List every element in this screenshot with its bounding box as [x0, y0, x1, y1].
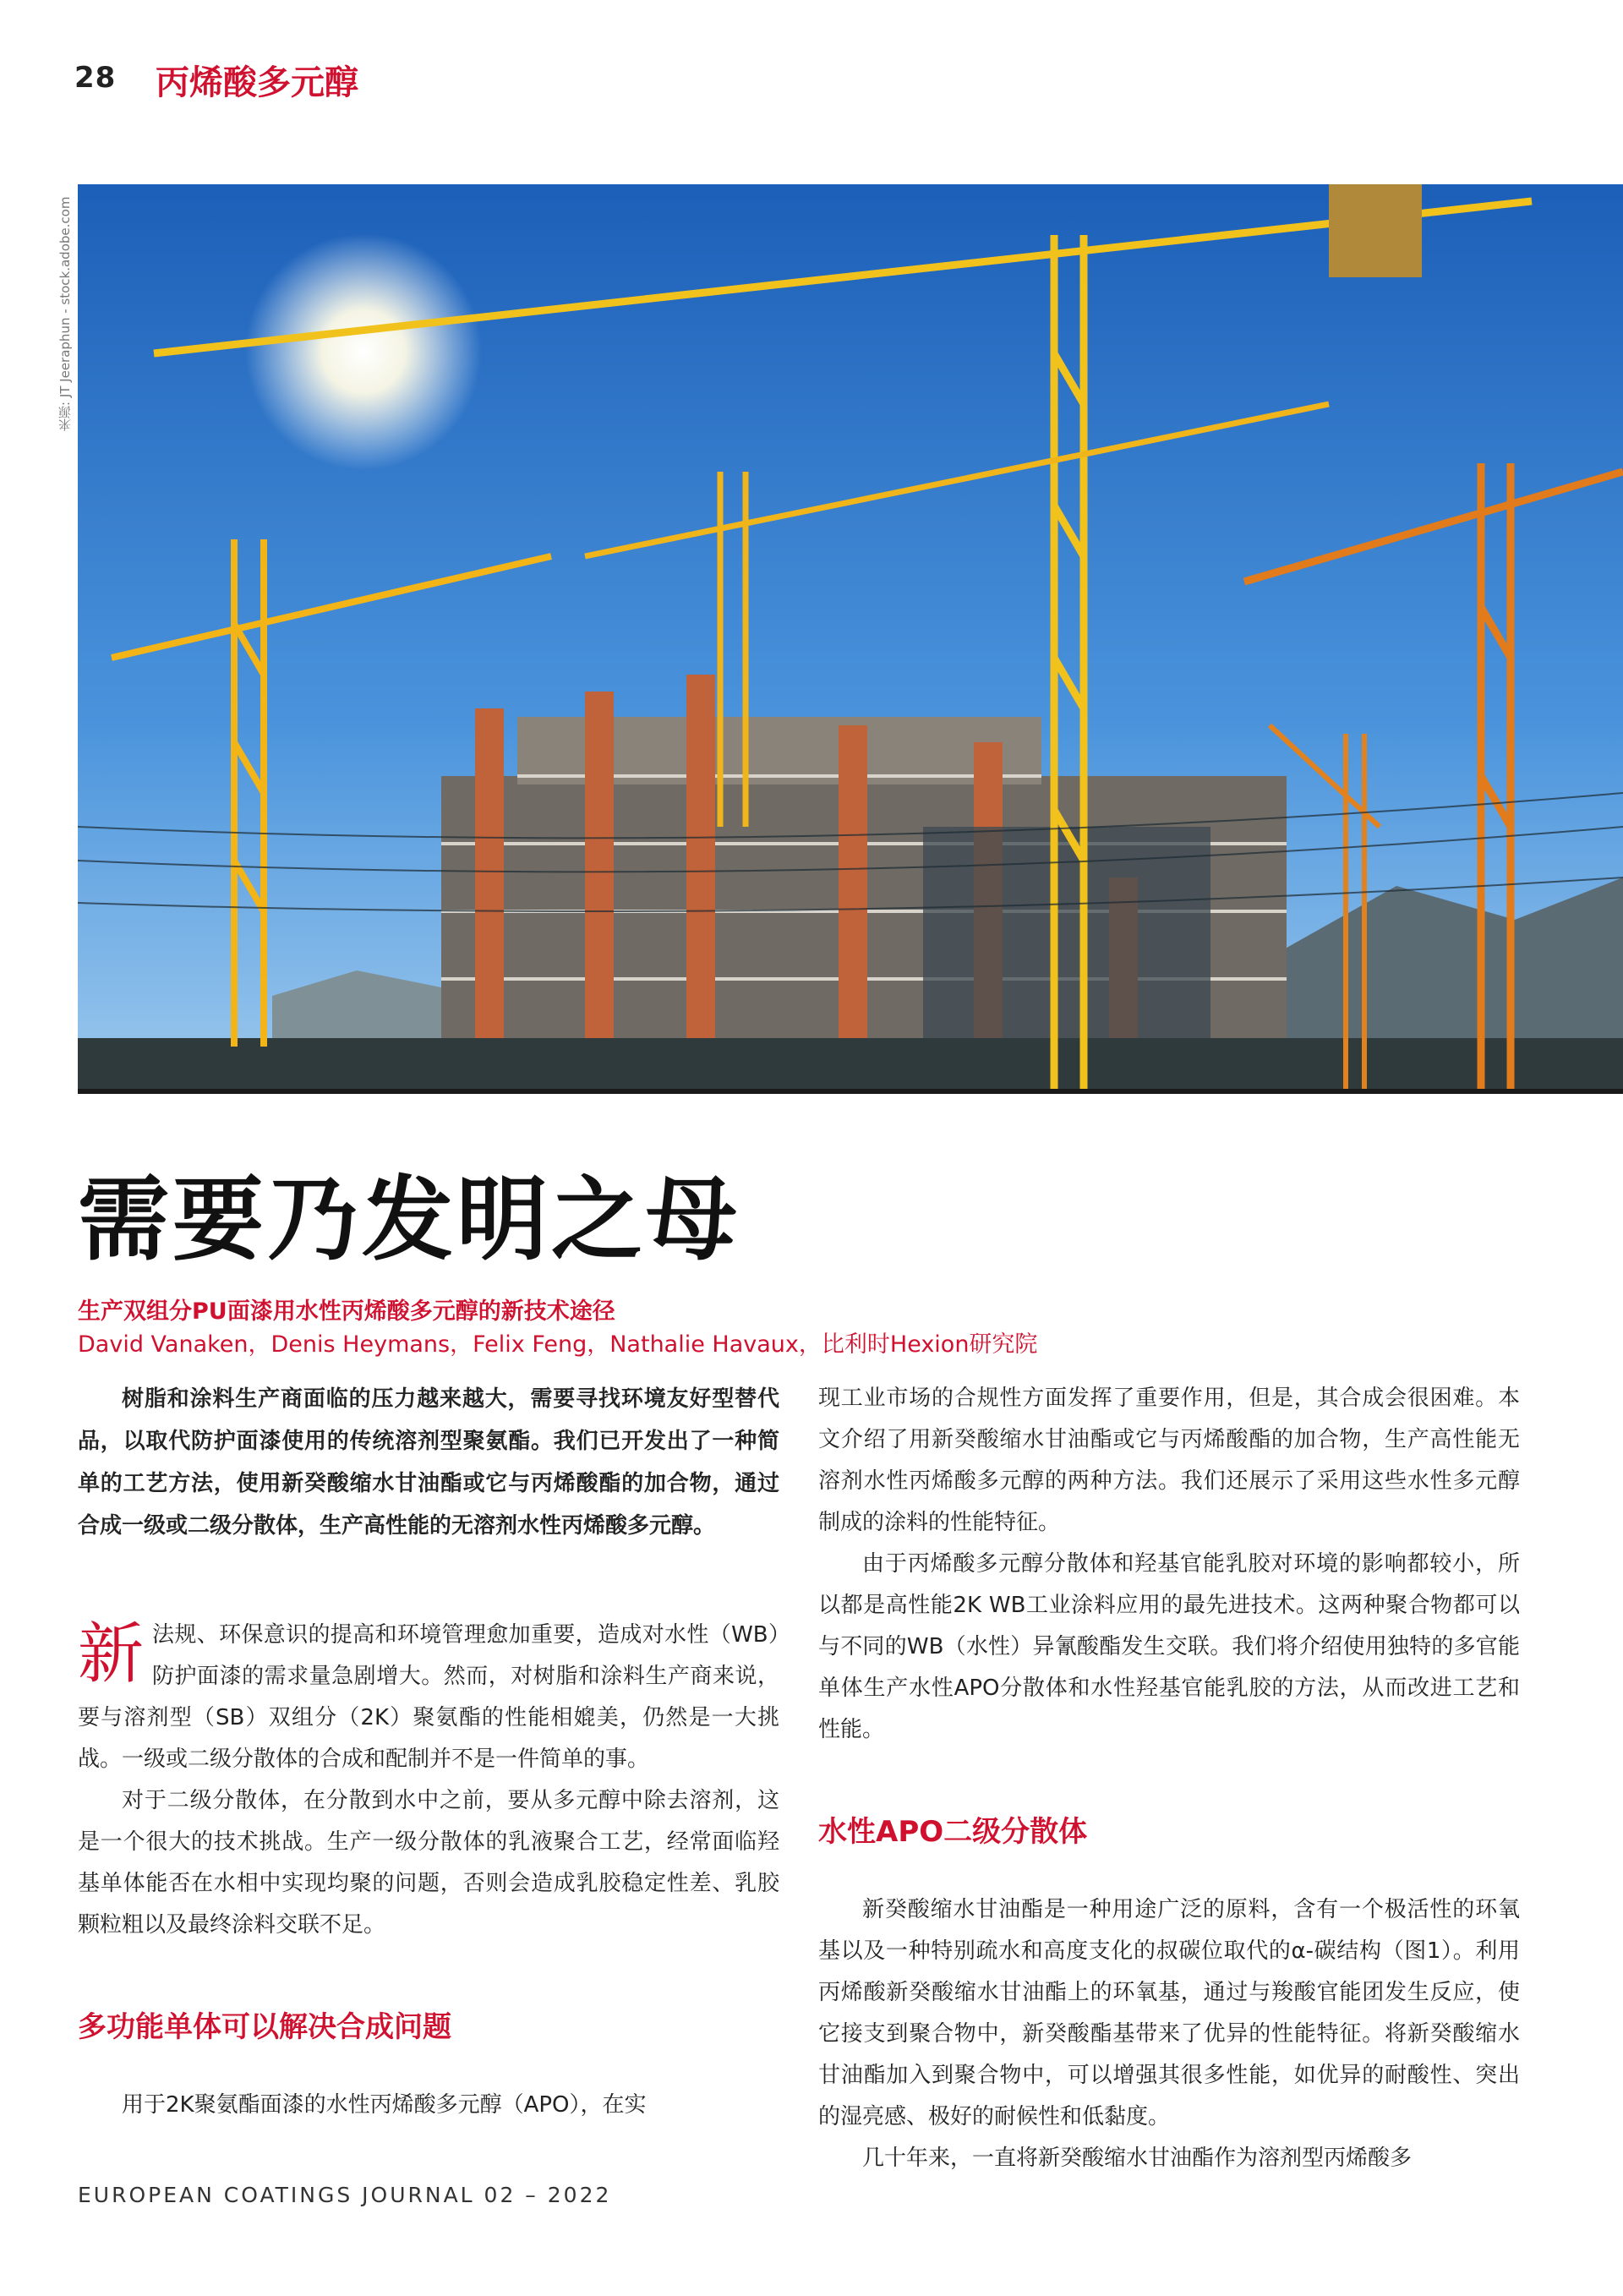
intro-text-1: 法规、环保意识的提高和环境管理愈加重要，造成对水性（WB）防护面漆的需求量急剧增大。然而，对树脂和涂料生产商来说，要与溶剂型（SB）双组分（2K）聚氨酯的性能相媲美，仍然是一大挑战。一级或二级分散体的合成和配制并不是一件简单的事。 [78, 1622, 779, 1772]
right-paragraph-2: 由于丙烯酸多元醇分散体和羟基官能乳胶对环境的影响都较小，所以都是高性能2K WB工业涂料应用的最先进技术。这两种聚合物都可以与不同的WB（水性）异氰酸酯发生交联。我们将介绍使用独特的多官能单体生产水性APO分散体和水性羟基官能乳胶的方法，从而改进工艺和性能。 [818, 1551, 1520, 1742]
right-paragraph-1: 现工业市场的合规性方面发挥了重要作用，但是，其合成会很困难。本文介绍了用新癸酸缩水甘油酯或它与丙烯酸酯的加合物，生产高性能无溶剂水性丙烯酸多元醇的两种方法。我们还展示了采用这些水性多元醇制成的涂料的性能特征。 [818, 1386, 1520, 1535]
page-number: 28 [74, 61, 117, 95]
article-authors: David Vanaken，Denis Heymans，Felix Feng，Nathalie Havaux，比利时Hexion研究院 [78, 1331, 1038, 1358]
photo-credit: 来源: JT Jeeraphun - stock.adobe.com [57, 196, 73, 431]
drop-cap: 新 [78, 1616, 145, 1692]
article-subtitle: 生产双组分PU面漆用水性丙烯酸多元醇的新技术途径 [78, 1298, 615, 1325]
left-column [78, 1378, 779, 2126]
intro-paragraph-2: 对于二级分散体，在分散到水中之前，要从多元醇中除去溶剂，这是一个很大的技术挑战。生产一级分散体的乳液聚合工艺，经常面临羟基单体能否在水相中实现均聚的问题，否则会造成乳胶稳定性差、乳胶颗粒粗以及最终涂料交联不足。 [78, 1788, 779, 1938]
hero-photo [78, 184, 1623, 1094]
construction-site-illustration [78, 184, 1623, 1089]
right-paragraph-4: 几十年来，一直将新癸酸缩水甘油酯作为溶剂型丙烯酸多 [862, 2146, 1413, 2171]
abstract [78, 1378, 779, 1547]
right-paragraph-3: 新癸酸缩水甘油酯是一种用途广泛的原料，含有一个极活性的环氧基以及一种特别疏水和高度支化的叔碳位取代的α-碳结构（图1）。利用丙烯酸新癸酸缩水甘油酯上的环氧基，通过与羧酸官能团发生反应，使它接支到聚合物中，新癸酸酯基带来了优异的性能特征。将新癸酸缩水甘油酯加入到聚合物中，可以增强其很多性能，如优异的耐酸性、突出的湿亮感、极好的耐候性和低黏度。 [818, 1897, 1520, 2129]
article-title: 需要乃发明之母 [78, 1167, 741, 1273]
section-heading-2: 水性APO二级分散体 [818, 1815, 1088, 1849]
intro-paragraph-1 [78, 1615, 779, 1780]
abstract-text: 树脂和涂料生产商面临的压力越来越大，需要寻找环境友好型替代品，以取代防护面漆使用的传统溶剂型聚氨酯。我们已开发出了一种简单的工艺方法，使用新癸酸缩水甘油酯或它与丙烯酸酯的加合物，通过合成一级或二级分散体，生产高性能的无溶剂水性丙烯酸多元醇。 [78, 1386, 779, 1539]
section-title: 丙烯酸多元醇 [156, 63, 358, 102]
section-heading-1: 多功能单体可以解决合成问题 [78, 2010, 451, 2044]
right-column [818, 1378, 1520, 2179]
left-paragraph-3: 用于2K聚氨酯面漆的水性丙烯酸多元醇（APO），在实 [122, 2092, 647, 2118]
journal-footer: EUROPEAN COATINGS JOURNAL 02 – 2022 [78, 2183, 612, 2207]
